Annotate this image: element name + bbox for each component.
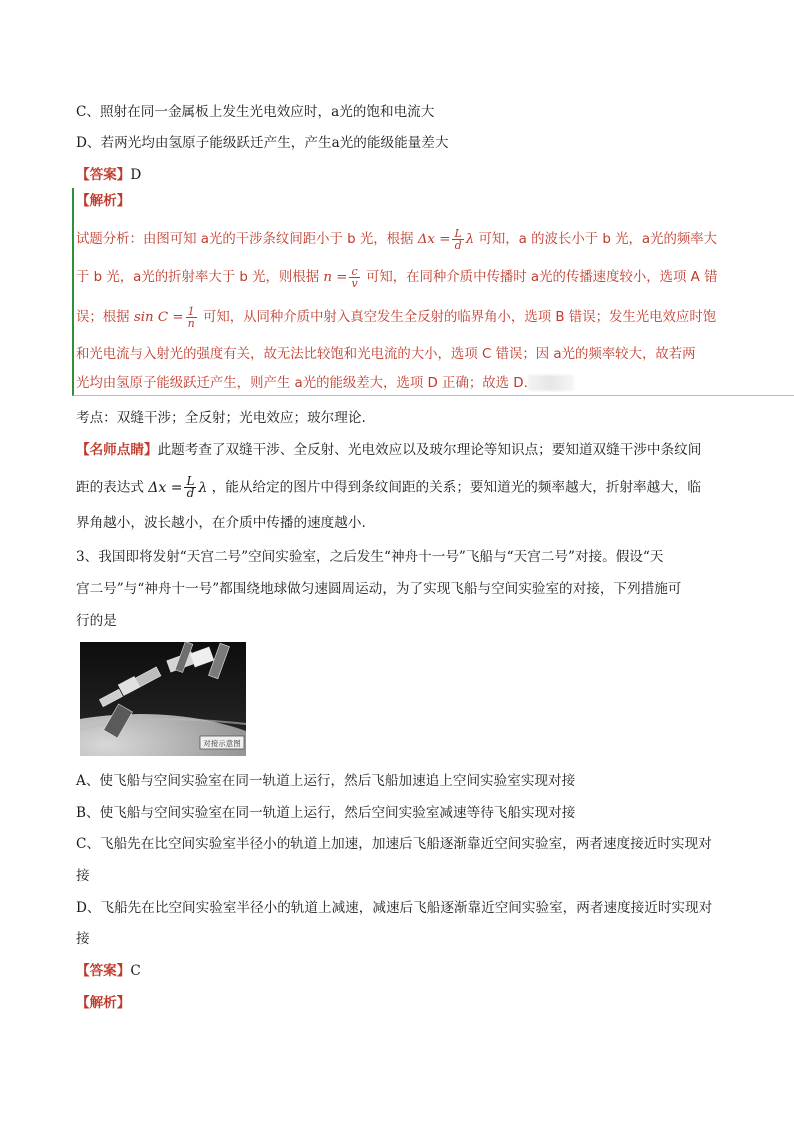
analysis-line-3: [76, 306, 716, 329]
analysis-text: 试题分析：由图可知 a光的干涉条纹间距小于 b 光，根据: [76, 232, 414, 247]
analysis-line-4: 和光电流与入射光的强度有关，故无法比较饱和光电流的大小，选项 C 错误；因 a光的频率较大，故若两: [76, 347, 696, 362]
q3-stem-line-3: 行的是: [76, 613, 117, 629]
tips-text: 此题考查了双缝干涉、全反射、光电效应以及玻尔理论等知识点；要知道双缝干涉中条纹间: [157, 442, 702, 458]
tips-line-1: [76, 441, 701, 459]
q2-answer: [76, 166, 141, 184]
q3-stem-line-2: 宫二号”与“神舟十一号”都围绕地球做匀速圆周运动，为了实现飞船与空间实验室的对接，下列措施可: [76, 581, 682, 597]
formula-sinc: sin C = $\frac{1}{n}$: [133, 305, 195, 330]
q3-answer: [76, 962, 141, 980]
q2-option-c: C、照射在同一金属板上发生光电效应时，a光的饱和电流大: [76, 104, 435, 120]
q3-option-c-line-2: 接: [76, 868, 90, 884]
q3-option-b: B、使飞船与空间实验室在同一轨道上运行，然后空间实验室减速等待飞船实现对接: [76, 805, 576, 821]
q3-option-c-line-1: C、飞船先在比空间实验室半径小的轨道上加速，加速后飞船逐渐靠近空间实验室，两者速度接近时实现对: [76, 836, 712, 852]
analysis-label: 【解析】: [76, 995, 131, 1011]
formula-n: n = $\frac{c}{v}$: [323, 265, 358, 290]
tips-label: 【名师点睛】: [76, 442, 158, 458]
answer-value: C: [130, 963, 141, 979]
analysis-line-5: [76, 375, 574, 393]
analysis-label: 【解析】: [76, 193, 131, 209]
redaction-mark: [528, 375, 574, 391]
q3-analysis-label: [76, 994, 130, 1012]
analysis-text: 可知，从同种介质中射入真空发生全反射的临界角小，选项 B 错误；发生光电效应时饱: [202, 310, 717, 325]
q3-option-a: A、使飞船与空间实验室在同一轨道上运行，然后飞船加速追上空间实验室实现对接: [76, 773, 576, 789]
photo-caption: 对接示意图: [203, 739, 241, 748]
kaodian: 考点：双缝干涉；全反射；光电效应；玻尔理论.: [76, 410, 366, 426]
tips-line-3: 界角越小，波长越小，在介质中传播的速度越小.: [76, 515, 366, 531]
tips-text: ，能从给定的图片中得到条纹间距的关系；要知道光的频率越大，折射率越大，临: [211, 479, 702, 496]
analysis-text: 可知，a 的波长小于 b 光，a光的频率大: [478, 232, 718, 247]
analysis-text: 误；根据: [76, 310, 130, 325]
tips-text: 距的表达式: [76, 479, 144, 496]
tips-line-2: [76, 476, 701, 499]
answer-label: 【答案】: [76, 167, 131, 183]
answer-label: 【答案】: [76, 963, 131, 979]
analysis-text: 可知，在同种介质中传播时 a光的传播速度较小，选项 A 错: [365, 270, 718, 285]
formula-dx-tips: Δx = $\frac{L}{d}$ λ: [148, 474, 208, 500]
q3-option-d-line-1: D、飞船先在比空间实验室半径小的轨道上减速，减速后飞船逐渐靠近空间实验室，两者速度接近时实现对: [76, 900, 713, 916]
analysis-text: 于 b 光，a光的折射率大于 b 光，则根据: [76, 270, 320, 285]
docking-illustration-image: [80, 642, 246, 756]
analysis-text: 光均由氢原子能级跃迁产生，则产生 a光的能级差大，选项 D 正确；故选 D.: [76, 376, 528, 391]
formula-dx: Δx = $\frac{L}{d}$ λ: [417, 227, 475, 252]
analysis-box: [72, 188, 794, 396]
docking-illustration: [80, 642, 246, 756]
q2-option-d: D、若两光均由氢原子能级跃迁产生，产生a光的能级能量差大: [76, 135, 449, 151]
analysis-line-1: [76, 228, 717, 251]
analysis-line-2: [76, 266, 717, 289]
q2-analysis-label: [76, 192, 130, 210]
q3-option-d-line-2: 接: [76, 931, 90, 947]
answer-value: D: [130, 167, 142, 183]
q3-stem-line-1: 3、我国即将发射“天宫二号”空间实验室，之后发生“神舟十一号”飞船与“天宫二号”对接。假设“天: [76, 549, 664, 565]
